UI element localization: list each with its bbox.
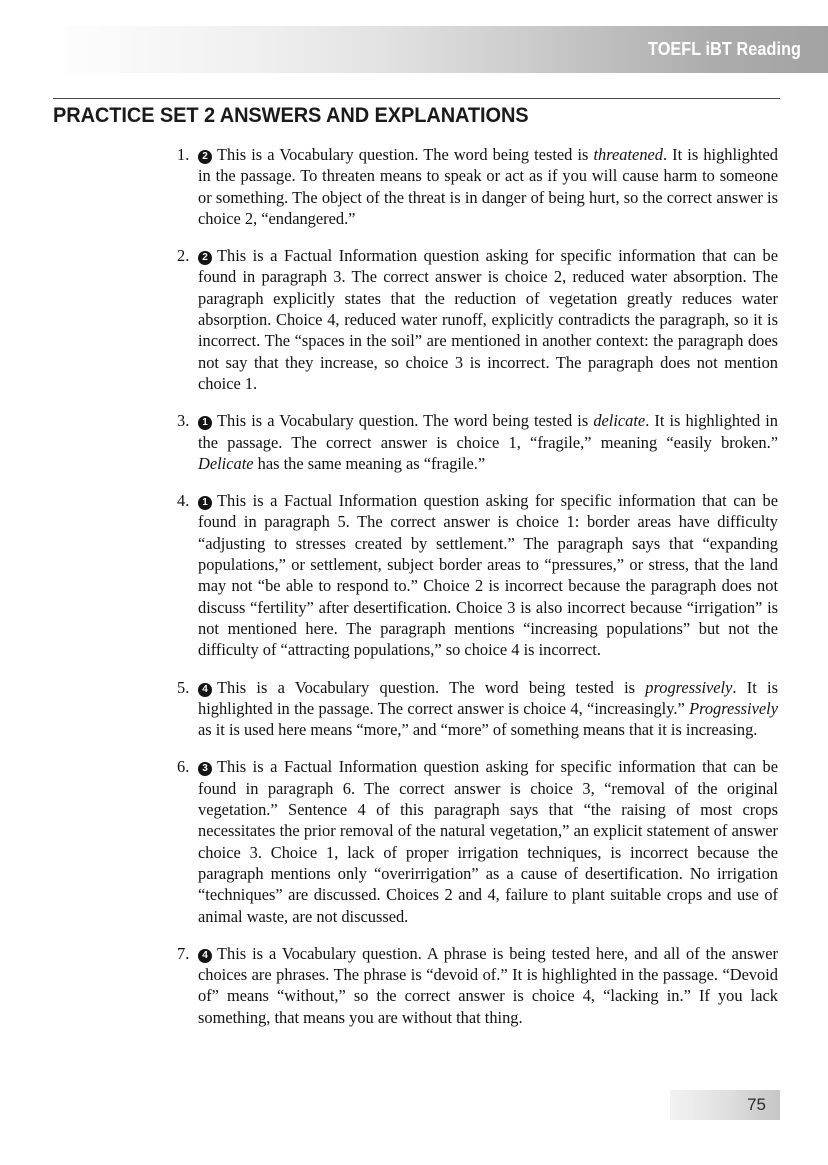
answer-text-run: This is a Vocabulary question. The word being tested is [217, 411, 594, 431]
emphasized-term: threatened [593, 145, 663, 164]
header-title: TOEFL iBT Reading [647, 39, 801, 59]
answer-item [170, 245, 778, 394]
emphasized-term: Delicate [198, 453, 254, 473]
answers-list [170, 144, 778, 1044]
answer-text-run: This is a Vocabulary question. The word being tested is [217, 145, 594, 164]
answer-item-number: 6. [177, 757, 190, 777]
answer-text-run: . It is highlighted in the passage. The correct answer is choice 4, “increasingly.” [198, 677, 778, 718]
answer-item-text [198, 144, 778, 229]
answer-item [170, 490, 778, 660]
answer-item-text [198, 490, 778, 660]
answer-item-number: 3. [177, 411, 190, 431]
answer-item-number: 5. [177, 677, 190, 697]
answer-item [170, 756, 778, 926]
answer-text-run: This is a Factual Information question asking for specific information that can be found in paragraph 3. The correct answer is choice 2, reduced water absorption. The paragraph explicitly states that the reduction of vegetation greatly reduces water absorption. Choice 4, reduced water runoff, explicitly contradicts the paragraph, so it is incorrect. The “spaces in the soil” are mentioned in another context: the paragraph does not say that they increase, so choice 3 is incorrect. The paragraph does not mention choice 1. [198, 246, 778, 393]
emphasized-term: delicate [593, 411, 646, 431]
answer-item-text [198, 943, 778, 1028]
emphasized-term: Progressively [689, 698, 778, 718]
answer-item-text [198, 677, 778, 741]
page-header-band [64, 26, 828, 73]
section-title-rule [53, 98, 780, 99]
answer-text-run: . It is highlighted in the passage. To threaten means to speak or act as if you will cause harm to someone or something. The object of the threat is in danger of being hurt, so the correct answer is choice 2, “endangered.” [198, 145, 778, 228]
answer-item-number: 4. [177, 491, 190, 511]
correct-answer-marker: 1 [198, 496, 212, 510]
answer-text-run: . It is highlighted in the passage. The correct answer is choice 1, “fragile,” meaning “easily broken.” [198, 411, 778, 452]
answer-text-run: This is a Vocabulary question. The word being tested is [217, 677, 646, 697]
answer-text-run: This is a Factual Information question asking for specific information that can be found in paragraph 5. The correct answer is choice 1: border areas have difficulty “adjusting to stresses created by settlement.” The paragraph says that “expanding populations,” or settlement, subject border areas to “pressures,” or stress, that the land may not “be able to respond to.” Choice 2 is incorrect because the paragraph does not discuss “fertility” after desertification. Choice 3 is also incorrect because “irrigation” is not mentioned here. The paragraph mentions “increasing populations” but not the difficulty of “attracting populations,” so choice 4 is incorrect. [198, 491, 778, 660]
answer-item [170, 943, 778, 1028]
page-number: 75 [747, 1095, 766, 1114]
correct-answer-marker: 3 [198, 762, 212, 776]
answer-text-run: This is a Vocabulary question. A phrase is being tested here, and all of the answer choices are phrases. The phrase is “devoid of.” It is highlighted in the passage. “Devoid of” means “without,” so the correct answer is choice 4, “lacking in.” If you lack something, that means you are without that thing. [198, 943, 778, 1027]
correct-answer-marker: 2 [198, 251, 212, 265]
emphasized-term: progressively [645, 677, 733, 697]
answer-item-number: 1. [177, 145, 190, 164]
correct-answer-marker: 4 [198, 683, 212, 697]
correct-answer-marker: 1 [198, 416, 212, 430]
answer-item-number: 2. [177, 246, 190, 266]
page-title: PRACTICE SET 2 ANSWERS AND EXPLANATIONS [53, 103, 529, 127]
answer-item [170, 144, 778, 229]
correct-answer-marker: 4 [198, 949, 212, 963]
answer-item-text [198, 410, 778, 474]
answer-text-run: has the same meaning as “fragile.” [253, 453, 486, 473]
answer-item-text [198, 245, 778, 394]
answer-item [170, 677, 778, 741]
page-footer-box [670, 1090, 780, 1120]
correct-answer-marker: 2 [198, 150, 212, 164]
answer-text-run: This is a Factual Information question asking for specific information that can be found in paragraph 6. The correct answer is choice 3, “removal of the original vegetation.” Sentence 4 of this paragraph says that “the raising of most crops necessitates the prior removal of the natural vegetation,” an explicit statement of answer choice 3. Choice 1, lack of proper irrigation techniques, is incorrect because the paragraph mentions only “overirrigation” as a cause of desertification. No irrigation “techniques” are discussed. Choices 2 and 4, failure to plant suitable crops and use of animal waste, are not discussed. [198, 757, 778, 926]
answer-item-number: 7. [177, 943, 190, 963]
answer-text-run: as it is used here means “more,” and “more” of something means that it is increasing. [198, 720, 758, 740]
answer-item-text [198, 756, 778, 926]
answer-item [170, 410, 778, 474]
